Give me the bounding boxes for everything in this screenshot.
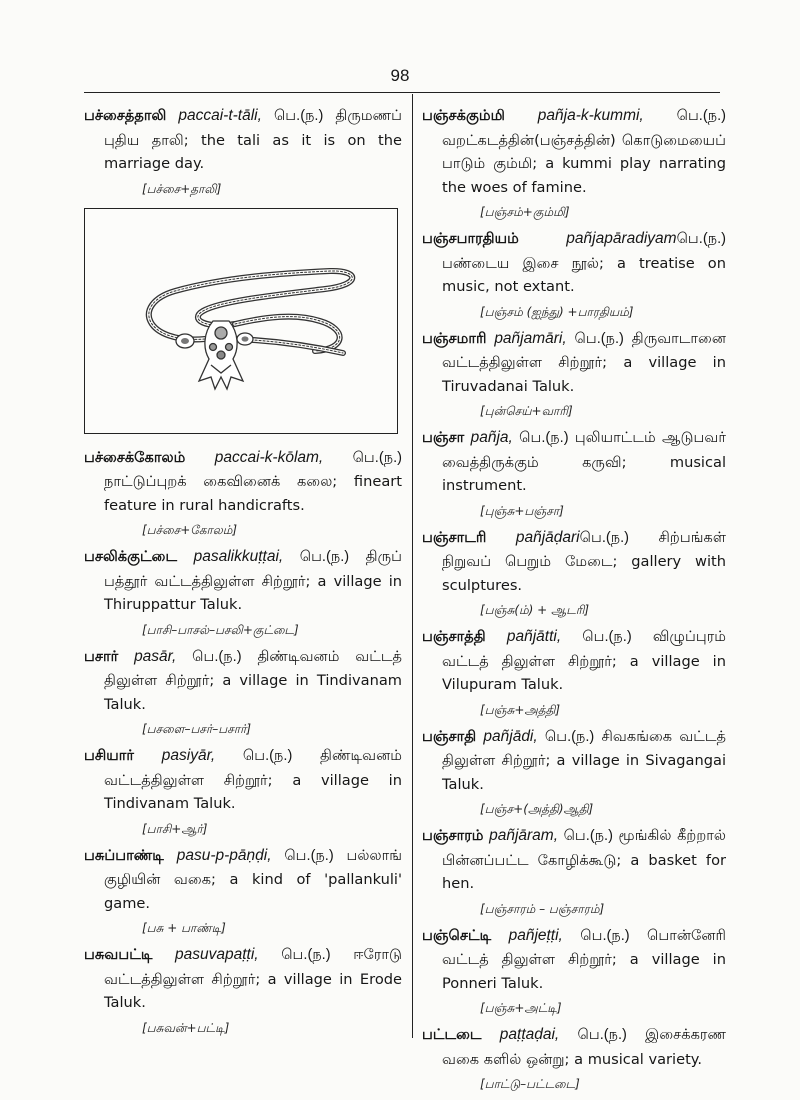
definition: பொன்னேரி வட்டத் திலுள்ள சிற்றூர்; a village in Ponneri Taluk. — [442, 926, 727, 992]
transliteration: pasiyār, — [161, 747, 216, 764]
headword: பசுவபட்டி — [84, 946, 153, 963]
etymology: [பஞ்சாரம் – பஞ்சாரம்] — [480, 901, 605, 916]
tali-necklace-drawing-icon — [85, 209, 399, 435]
transliteration: pañjātti, — [506, 628, 562, 645]
transliteration: paccai-t-tāli, — [178, 107, 262, 124]
grammar-tag: பெ.(ந.) — [281, 947, 331, 963]
definition: திருப் பத்தூர் வட்டத்திலுள்ள சிற்றூர்; a village in Thiruppattur Taluk. — [104, 548, 402, 613]
definition: சிற்பங்கள் நிறுவப் பெறும் மேடை; gallery with sculptures. — [442, 528, 726, 594]
dictionary-entry — [422, 824, 726, 918]
transliteration: pasuvapaṭṭi, — [175, 946, 259, 963]
etymology: [பச்சை+கோலம்] — [142, 523, 238, 537]
definition: நாட்டுப்புறக் கைவினைக் கலை; fineart feature in rural handicrafts. — [104, 473, 402, 514]
headword: பச்சைத்தாலி — [84, 107, 167, 124]
transliteration: paṭṭaḍai, — [499, 1026, 560, 1043]
headword: பஞ்செட்டி — [422, 926, 492, 944]
headword: பசார் — [84, 647, 119, 665]
transliteration: pañjapāradiyam — [566, 230, 677, 247]
grammar-tag: பெ.(ந.) — [676, 231, 726, 247]
dictionary-entry — [422, 104, 726, 221]
dictionary-entry — [84, 744, 402, 838]
grammar-tag: பெ.(ந.) — [574, 330, 624, 347]
grammar-tag: பெ.(ந.) — [544, 728, 595, 745]
dictionary-entry — [84, 446, 402, 540]
definition: சிவகங்கை வட்டத் திலுள்ள சிற்றூர்; a village in Sivagangai Taluk. — [442, 727, 727, 793]
grammar-tag: பெ.(ந.) — [577, 1027, 627, 1043]
headword: பஞ்சாடரி — [422, 528, 487, 546]
dictionary-entry — [84, 645, 402, 739]
headword: பசுப்பாண்டி — [84, 846, 164, 864]
transliteration: pañja, — [470, 429, 513, 446]
definition: இசைக்கரண வகை களில் ஒன்று; a musical variety. — [442, 1026, 727, 1068]
headword: பஞ்சக்கும்மி — [422, 107, 505, 124]
transliteration: pañjādi, — [483, 727, 538, 745]
headword: பட்டடை — [422, 1026, 482, 1043]
dictionary-entry — [422, 924, 726, 1018]
dictionary-entry — [422, 725, 726, 819]
etymology: [பஞ்சு+அட்டி] — [480, 1001, 562, 1015]
definition: வறட்கடத்தின்(பஞ்சத்தின்) கொடுமையைப் பாடும் கும்மி; a kummi play narrating the woes of famine. — [442, 131, 726, 196]
transliteration: pañjāram, — [489, 827, 559, 844]
headword: பஞ்சா — [422, 429, 465, 446]
page-number: 98 — [390, 66, 410, 85]
headword: பஞ்சமாரி — [422, 329, 487, 347]
etymology: [பஞ்ச+(அத்தி)ஆதி] — [480, 802, 594, 816]
definition: திருமணப் புதிய தாலி; the tali as it is on the marriage day. — [104, 107, 403, 172]
dictionary-entry — [422, 426, 726, 520]
etymology: [பச்சை+தாலி] — [142, 181, 222, 196]
dictionary-entry — [422, 1023, 726, 1093]
etymology: [பஞ்சம்+கும்மி] — [480, 205, 570, 219]
etymology: [புஞ்சு+பஞ்சா] — [480, 503, 564, 518]
etymology: [பஞ்சம் (ஐந்து) +பாரதியம்] — [480, 304, 634, 319]
headword: பஞ்சாரம் — [422, 827, 484, 844]
transliteration: pasār, — [134, 647, 177, 665]
definition: திண்டிவனம் வட்டத்திலுள்ள சிற்றூர்; a village in Tindivanam Taluk. — [104, 747, 403, 812]
grammar-tag: பெ.(ந.) — [299, 549, 350, 565]
definition: திருவாடானை வட்டத்திலுள்ள சிற்றூர்; a village in Tiruvadanai Taluk. — [442, 329, 727, 395]
grammar-tag: பெ.(ந.) — [242, 748, 293, 764]
headword: பச்சைக்கோலம் — [84, 448, 186, 466]
definition: ஈரோடு வட்டத்திலுள்ள சிற்றூர்; a village in Erode Taluk. — [104, 946, 403, 1011]
grammar-tag: பெ.(ந.) — [519, 430, 569, 446]
dictionary-entry — [422, 327, 726, 421]
dictionary-entry — [84, 104, 402, 198]
definition: விழுப்புரம் வட்டத் திலுள்ள சிற்றூர்; a village in Vilupuram Taluk. — [442, 628, 727, 693]
grammar-tag: பெ.(ந.) — [273, 108, 324, 124]
dictionary-entry — [422, 625, 726, 719]
etymology: [பசு + பாண்டி] — [142, 921, 226, 935]
right-column — [422, 104, 726, 1099]
definition: புலியாட்டம் ஆடுபவர் வைத்திருக்கும் கருவி; musical instrument. — [442, 429, 726, 494]
etymology: [பாசி–பாசல்–பசலி+குட்டை] — [142, 622, 299, 637]
grammar-tag: பெ.(ந.) — [582, 629, 632, 645]
dictionary-entry — [84, 943, 402, 1037]
dictionary-entry — [84, 844, 402, 938]
etymology: [பாட்டு–பட்டடை] — [480, 1077, 580, 1091]
definition: மூங்கில் கீற்றால் பின்னப்பட்ட கோழிக்கூடு; a basket for hen. — [442, 827, 727, 892]
grammar-tag: பெ.(ந.) — [563, 828, 613, 844]
definition: திண்டிவனம் வட்டத் திலுள்ள சிற்றூர்; a village in Tindivanam Taluk. — [104, 647, 402, 713]
headword: பஞ்சபாரதியம் — [422, 230, 519, 247]
transliteration: pañjāḍari — [515, 528, 580, 546]
grammar-tag: பெ.(ந.) — [676, 108, 727, 124]
headword: பஞ்சாத்தி — [422, 628, 486, 645]
grammar-tag: பெ.(ந.) — [352, 449, 402, 466]
etymology: [பஞ்சு(ம்) + ஆடரி] — [480, 603, 590, 617]
dictionary-entry — [422, 526, 726, 620]
tali-illustration — [84, 208, 398, 434]
definition: பல்லாங் குழியின் வகை; a kind of 'pallankuli' game. — [104, 846, 403, 912]
dictionary-entry — [422, 227, 726, 321]
transliteration: pañja-k-kummi, — [537, 107, 644, 124]
etymology: [பஞ்சு+அத்தி] — [480, 702, 561, 717]
header-rule — [84, 92, 720, 93]
transliteration: pasalikkuṭṭai, — [193, 548, 284, 565]
etymology: [புன்செய்+வாரி] — [480, 404, 573, 418]
transliteration: pasu-p-pāṇḍi, — [176, 846, 272, 864]
grammar-tag: பெ.(ந.) — [284, 847, 334, 864]
dictionary-entry — [84, 545, 402, 639]
left-column — [84, 104, 402, 1043]
grammar-tag: பெ.(ந.) — [580, 927, 630, 944]
column-divider — [412, 94, 413, 1038]
etymology: [பாசி+ஆர்] — [142, 821, 208, 836]
headword: பஞ்சாதி — [422, 727, 477, 745]
grammar-tag: பெ.(ந.) — [192, 648, 242, 665]
etymology: [பசுவன்+பட்டி] — [142, 1020, 230, 1035]
transliteration: pañjeṭṭi, — [508, 926, 563, 944]
transliteration: pañjamāri, — [494, 329, 567, 347]
headword: பசலிக்குட்டை — [84, 548, 178, 565]
etymology: [பசளை–பசர்–பசார்] — [142, 722, 252, 736]
grammar-tag: பெ.(ந.) — [579, 529, 630, 546]
definition: பண்டைய இசை நூல்; a treatise on music, not extant. — [442, 254, 726, 295]
transliteration: paccai-k-kōlam, — [214, 448, 324, 466]
headword: பசியார் — [84, 747, 135, 764]
